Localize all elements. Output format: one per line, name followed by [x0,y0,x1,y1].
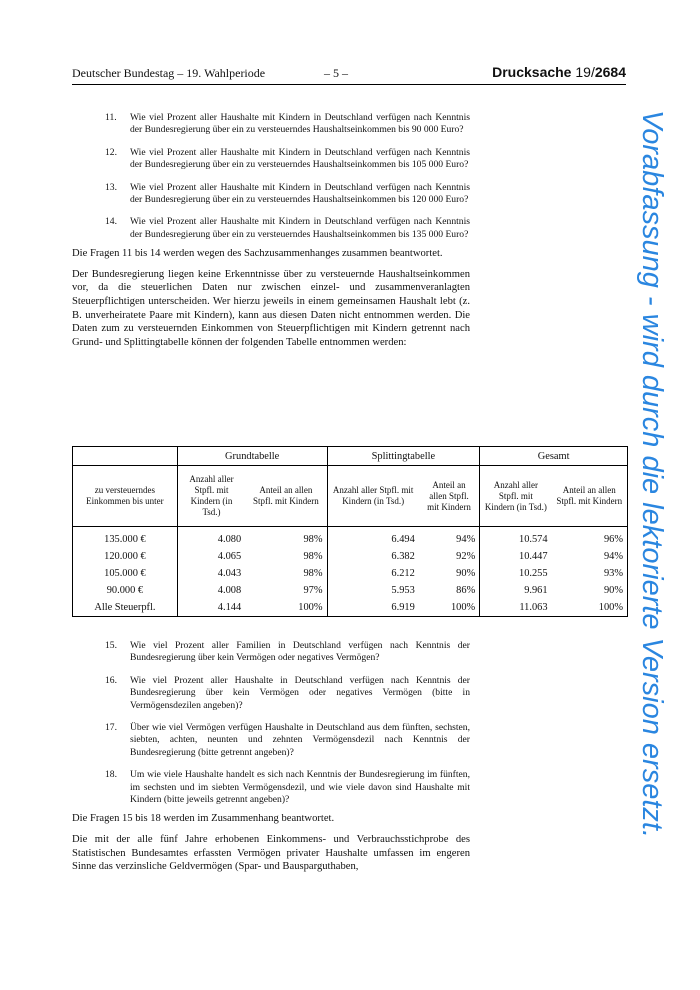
cell-total-count: 9.961 [480,582,552,599]
row-label: 135.000 € [104,534,146,545]
answer-intro: Die Fragen 15 bis 18 werden im Zusammenhang beantwortet. [72,813,335,825]
answer-intro: Die Fragen 11 bis 14 werden wegen des Sachzusammenhanges zusammen beantwortet. [72,248,443,260]
cell-splitting-count: 6.494 [327,527,419,549]
cell-splitting-share: 86% [456,585,476,596]
question-number: 13. [105,181,117,193]
question-item [72,182,470,207]
question-item [72,112,470,137]
group-header-splittingtabelle: Splittingtabelle [327,447,480,466]
cell-grund-share: 100% [298,602,323,613]
cell-total-count: 10.574 [480,527,552,549]
table-row [73,548,628,565]
question-number: 15. [105,640,117,651]
cell-total-count: 11.063 [480,599,552,617]
table-row [73,527,628,549]
table-row [73,565,628,582]
cell-total-share: 93% [603,568,623,579]
header-page-number: – 5 – [324,66,348,80]
question-text: Wie viel Prozent aller Familien in Deutschland verfügen nach Kenntnis der Bundesregierung über kein Vermögen oder negatives Vermögen? [130,640,470,664]
answer-paragraph: Der Bundesregierung liegen keine Erkenntnisse über zu versteuernde Haushaltseinkommen vor, da die steuerlichen Daten nur zwischen einzel- und zusammenveranlagten Steuerpflichtigen unterscheiden. Wer hierzu jeweils in einem gemeinsamen Haushalt lebt (z. B. unverheiratete Paare mit Kindern), kann aus diesen Daten nicht entnommen werden. Die Daten zum zu versteuernden Einkommen von Steuerpflichtigen mit Kindern getrennt nach Grund- und Splittingtabelle können der folgenden Tabelle entnommen werden: [72,268,470,348]
question-number: 16. [105,674,117,686]
row-label: 90.000 € [106,585,144,596]
header-doc-number: 2684 [594,64,626,80]
cell-splitting-share: 92% [456,551,476,562]
section-questions-11-14 [72,112,470,356]
row-label: Alle Steuerpfl. [94,602,156,613]
cell-splitting-count: 5.953 [327,582,419,599]
question-text: Wie viel Prozent aller Haushalte in Deutschland verfügen nach Kenntnis der Bundesregierung über kein Vermögen oder negatives Vermögen (bitte in Vermögensdezilen angeben)? [130,674,470,711]
cell-splitting-share: 100% [450,602,476,613]
header-document-id [492,64,626,80]
cell-grund-share: 98% [303,551,323,562]
question-item [72,147,470,172]
cell-total-share: 96% [603,534,623,545]
col-header-share: Anteil an allen Stpfl. mit Kindern [419,466,480,527]
header-doc-label: Drucksache [492,64,572,80]
question-number: 14. [105,216,117,228]
watermark-text: Vorabfassung - wird durch die lektorierte Version ersetzt. [636,110,668,839]
cell-grund-share: 97% [303,585,323,596]
section-questions-15-18 [72,640,470,881]
col-header-share: Anteil an allen Stpfl. mit Kindern [245,466,327,527]
question-item [72,722,470,759]
cell-splitting-share: 94% [456,534,476,545]
cell-grund-share: 98% [303,534,323,545]
table-row-total [73,599,628,617]
col-header-count: Anzahl aller Stpfl. mit Kindern (in Tsd.) [327,466,419,527]
question-number: 11. [105,112,117,123]
row-label: 105.000 € [104,568,146,579]
group-header-grundtabelle: Grundtabelle [177,447,327,466]
col-header-share: Anteil an allen Stpfl. mit Kindern [552,466,628,527]
cell-splitting-share: 90% [456,568,476,579]
cell-total-share: 94% [603,551,623,562]
group-header-gesamt: Gesamt [480,447,628,466]
cell-splitting-count: 6.382 [327,548,419,565]
question-item [72,769,470,806]
question-text: Über wie viel Vermögen verfügen Haushalte in Deutschland aus dem fünften, sechsten, siebten, achten, neunten und zehnten Vermögensdezil nach Kenntnis der Bundesregierung (bitte getrennt angeben)? [130,722,470,758]
col-header-count: Anzahl aller Stpfl. mit Kindern (in Tsd.) [480,466,552,527]
cell-total-share: 90% [603,585,623,596]
table-corner [73,447,178,466]
cell-grund-count: 4.043 [177,565,245,582]
question-number: 18. [105,769,117,781]
answer-paragraph: Die mit der alle fünf Jahre erhobenen Einkommens- und Verbrauchsstichprobe des Statistischen Bundesamtes erfassten Vermögen privater Haushalte umfassen im engeren Sinne das verzinsliche Geldvermögen (Spar- und Bausparguthaben, [72,834,470,873]
cell-total-count: 10.447 [480,548,552,565]
question-item [72,675,470,712]
cell-total-count: 10.255 [480,565,552,582]
cell-grund-count: 4.144 [177,599,245,617]
col-header-income: zu versteuerndes Einkommen bis unter [73,466,178,527]
question-text: Wie viel Prozent aller Haushalte mit Kindern in Deutschland verfügen nach Kenntnis der Bundesregierung über ein zu versteuerndes Haushaltseinkommen bis 120 000 Euro? [130,181,470,206]
page-header [72,66,626,85]
header-publication: Deutscher Bundestag – 19. Wahlperiode [72,66,266,80]
cell-total-share: 100% [598,602,623,613]
question-number: 12. [105,146,117,158]
cell-splitting-count: 6.212 [327,565,419,582]
question-item [72,216,470,241]
watermark [616,110,696,910]
question-text: Wie viel Prozent aller Haushalte mit Kindern in Deutschland verfügen nach Kenntnis der Bundesregierung über ein zu versteuerndes Haushaltseinkommen bis 90 000 Euro? [130,112,470,136]
header-doc-prefix: 19/ [575,64,595,80]
question-item [72,640,470,665]
table-row [73,582,628,599]
cell-grund-count: 4.080 [177,527,245,549]
question-number: 17. [105,722,117,734]
question-text: Wie viel Prozent aller Haushalte mit Kindern in Deutschland verfügen nach Kenntnis der Bundesregierung über ein zu versteuerndes Haushaltseinkommen bis 105 000 Euro? [130,146,470,171]
row-label: 120.000 € [104,551,146,562]
cell-grund-count: 4.008 [177,582,245,599]
cell-grund-share: 98% [303,568,323,579]
cell-splitting-count: 6.919 [327,599,419,617]
question-text: Um wie viele Haushalte handelt es sich nach Kenntnis der Bundesregierung im fünften, im sechsten und im siebten Vermögensdezil, und wie viele davon sind Haushalte mit Kindern (bitte jeweils getrennt angeben)? [130,769,470,806]
question-text: Wie viel Prozent aller Haushalte mit Kindern in Deutschland verfügen nach Kenntnis der Bundesregierung über ein zu versteuerndes Haushaltseinkommen bis 135 000 Euro? [130,216,470,240]
cell-grund-count: 4.065 [177,548,245,565]
col-header-count: Anzahl aller Stpfl. mit Kindern (in Tsd.) [177,466,245,527]
income-table [72,446,628,617]
